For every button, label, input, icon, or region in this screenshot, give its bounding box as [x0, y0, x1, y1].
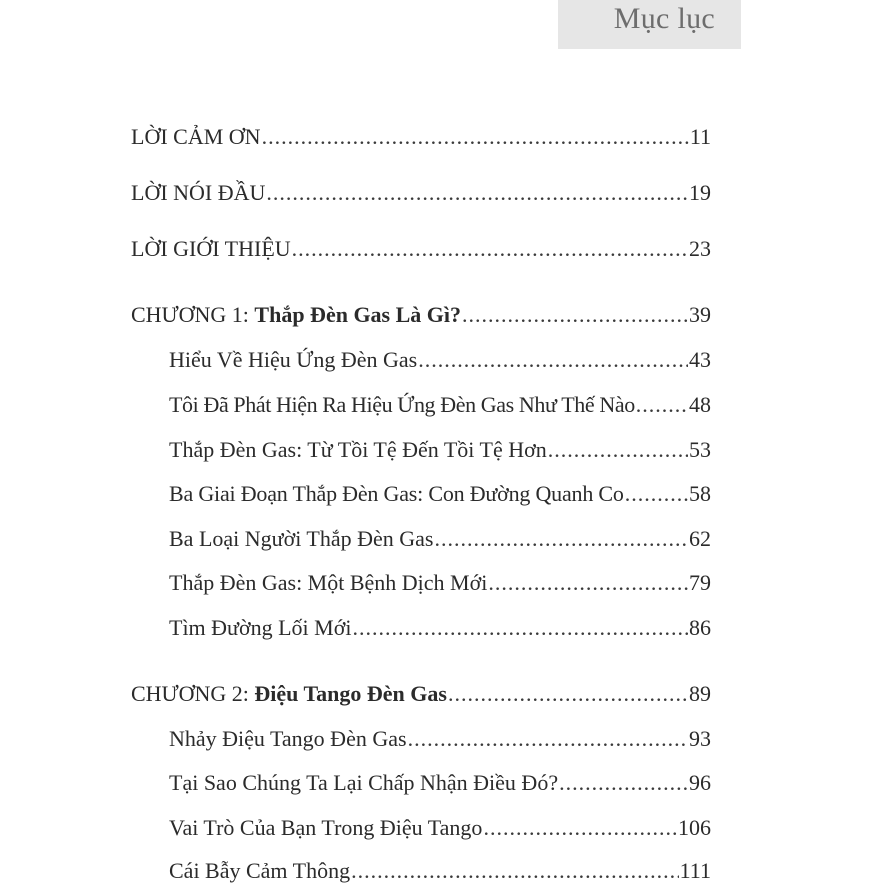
- toc-entry-title: Vai Trò Của Bạn Trong Điệu Tango: [169, 815, 483, 840]
- toc-page-number: 106: [678, 815, 711, 840]
- dot-leader: [418, 345, 688, 375]
- toc-entry-section[interactable]: [169, 479, 711, 509]
- toc-entry-preface[interactable]: [131, 178, 711, 208]
- toc-chapter-title: [131, 300, 461, 330]
- toc-page-number: 23: [689, 236, 711, 261]
- toc-page-number: 89: [689, 681, 711, 706]
- toc-entry-chapter-2[interactable]: [131, 679, 711, 709]
- toc-entry-title: Ba Giai Đoạn Thắp Đèn Gas: Con Đường Quanh Co: [169, 481, 624, 506]
- chapter-prefix: CHƯƠNG 1:: [131, 302, 255, 327]
- toc-entry-section[interactable]: [169, 813, 711, 843]
- toc-page-number: 93: [689, 726, 711, 751]
- toc-page-number: 48: [689, 392, 711, 417]
- toc-entry-title: Ba Loại Người Thắp Đèn Gas: [169, 526, 434, 551]
- dot-leader: [434, 524, 688, 554]
- toc-entry-section[interactable]: [169, 390, 711, 420]
- toc-entry-section[interactable]: [169, 524, 711, 554]
- dot-leader: [548, 435, 688, 465]
- toc-entry-section[interactable]: [169, 435, 711, 465]
- toc-entry-section[interactable]: [169, 724, 711, 754]
- toc-entry-title: LỜI GIỚI THIỆU: [131, 236, 291, 261]
- toc-entry-acknowledgements[interactable]: [131, 122, 711, 152]
- dot-leader: [351, 856, 679, 886]
- toc-entry-title: Tại Sao Chúng Ta Lại Chấp Nhận Điều Đó?: [169, 770, 559, 795]
- toc-entry-section[interactable]: [169, 768, 711, 798]
- toc-entry-title: Tôi Đã Phát Hiện Ra Hiệu Ứng Đèn Gas Như Thế Nào: [169, 392, 635, 417]
- toc-entry-title: Cái Bẫy Cảm Thông: [169, 858, 351, 883]
- dot-leader: [625, 479, 688, 509]
- dot-leader: [266, 178, 688, 208]
- chapter-name: Điệu Tango Đèn Gas: [254, 681, 447, 706]
- toc-page-number: 19: [689, 180, 711, 205]
- toc-entry-chapter-1[interactable]: [131, 300, 711, 330]
- dot-leader: [352, 613, 688, 643]
- dot-leader: [483, 813, 677, 843]
- toc-page-number: 62: [689, 526, 711, 551]
- toc-page-number: 86: [689, 615, 711, 640]
- dot-leader: [448, 679, 688, 709]
- toc-entry-title: Nhảy Điệu Tango Đèn Gas: [169, 726, 407, 751]
- toc-page-number: 53: [689, 437, 711, 462]
- dot-leader: [559, 768, 688, 798]
- toc-entry-section[interactable]: [169, 568, 711, 598]
- toc-entry-title: Hiểu Về Hiệu Ứng Đèn Gas: [169, 347, 418, 372]
- toc-entry-title: LỜI CẢM ƠN: [131, 124, 261, 149]
- toc-page-number: 43: [689, 347, 711, 372]
- toc-page-number: 79: [689, 570, 711, 595]
- toc-entry-title: Tìm Đường Lối Mới: [169, 615, 352, 640]
- toc-entry-introduction[interactable]: [131, 234, 711, 264]
- toc-entry-title: LỜI NÓI ĐẦU: [131, 180, 266, 205]
- dot-leader: [408, 724, 688, 754]
- toc-chapter-title: [131, 679, 447, 709]
- chapter-prefix: CHƯƠNG 2:: [131, 681, 255, 706]
- dot-leader: [262, 122, 689, 152]
- toc-page-number: 11: [689, 124, 711, 149]
- toc-entry-title: Thắp Đèn Gas: Từ Tồi Tệ Đến Tồi Tệ Hơn: [169, 437, 547, 462]
- dot-leader: [462, 300, 688, 330]
- toc-entry-section[interactable]: [169, 345, 711, 375]
- chapter-name: Thắp Đèn Gas Là Gì?: [254, 302, 462, 327]
- toc-entry-section[interactable]: [169, 856, 711, 886]
- toc-page-number: 39: [689, 302, 711, 327]
- toc-page-number: 58: [689, 481, 711, 506]
- toc-entry-section[interactable]: [169, 613, 711, 643]
- toc-page-number: 96: [689, 770, 711, 795]
- toc-entry-title: Thắp Đèn Gas: Một Bệnh Dịch Mới: [169, 570, 488, 595]
- dot-leader: [636, 390, 688, 420]
- dot-leader: [488, 568, 688, 598]
- page-title: Mục lục: [613, 2, 715, 35]
- toc-page-number: 111: [679, 858, 711, 883]
- dot-leader: [292, 234, 688, 264]
